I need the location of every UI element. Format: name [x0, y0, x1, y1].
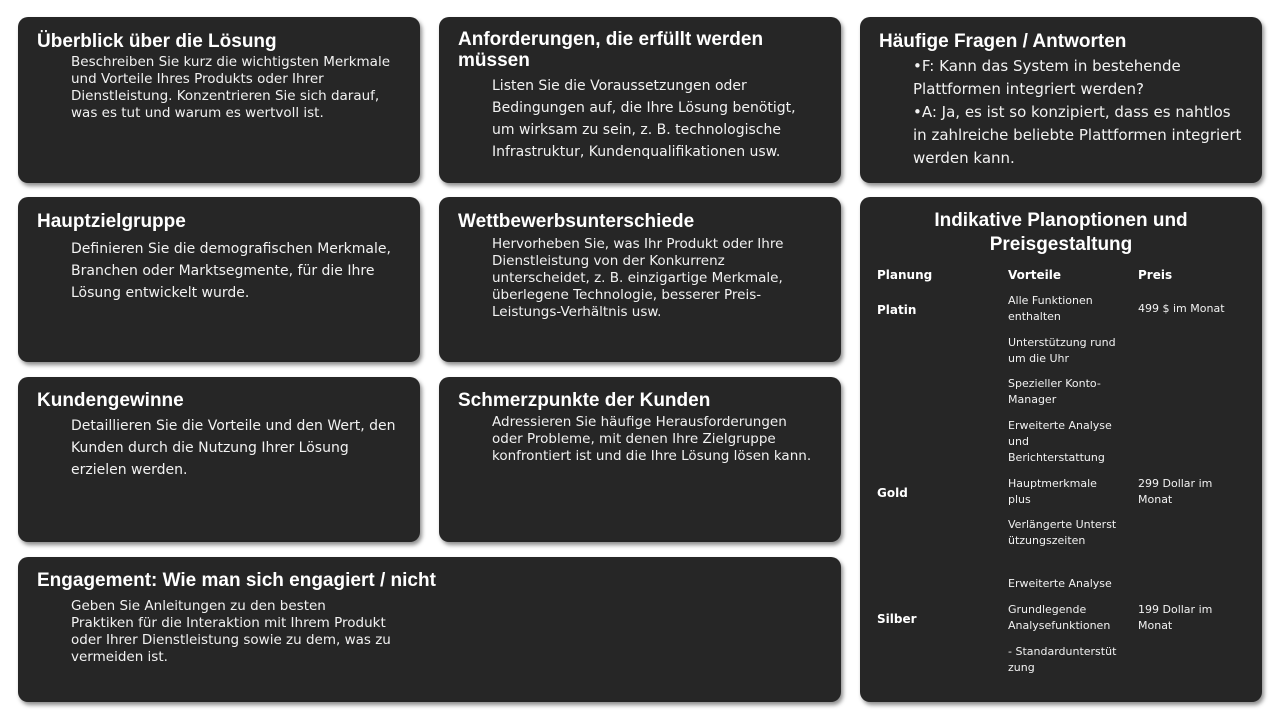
plan-benefit: Verlängerte Unterstützungszeiten	[1008, 518, 1117, 547]
plan-name-platin: Platin	[877, 303, 917, 317]
card-title: Überblick über die Lösung	[37, 31, 277, 52]
plan-benefit: Spezieller Konto-Manager	[1008, 377, 1101, 406]
card-title: Engagement: Wie man sich engagiert / nicht	[37, 570, 436, 591]
column-header-price: Preis	[1138, 268, 1173, 282]
card-body: Hervorheben Sie, was Ihr Produkt oder Ihre Dienstleistung von der Konkurrenz unterscheidet, z. B. einzigartige Merkmale, überlegene Technologie, besserer Preis-Leistungs-Verhältnis usw.	[492, 236, 784, 320]
column-header-benefits: Vorteile	[1008, 268, 1062, 282]
plan-options-title: Indikative Planoptionen und Preisgestaltung	[934, 210, 1188, 255]
card-title: Häufige Fragen / Antworten	[879, 31, 1127, 52]
card-engagement	[18, 557, 841, 702]
card-title: Hauptzielgruppe	[37, 211, 186, 232]
card-body: Detaillieren Sie die Vorteile und den Wert, den Kunden durch die Nutzung Ihrer Lösung erzielen werden.	[71, 418, 396, 478]
card-faq	[860, 17, 1262, 183]
plan-price-silber: 199 Dollar im Monat	[1138, 603, 1213, 632]
plan-benefit: Alle Funktionen enthalten	[1008, 294, 1093, 323]
card-customer-gains	[18, 377, 420, 542]
card-pain-points	[439, 377, 841, 542]
card-title: Anforderungen, die erfüllt werden müssen	[458, 29, 764, 71]
plan-name-silber: Silber	[877, 612, 917, 626]
card-solution-overview	[18, 17, 420, 183]
card-plan-options	[860, 197, 1262, 702]
card-target-audience	[18, 197, 420, 362]
plan-price-platin: 499 $ im Monat	[1138, 302, 1225, 315]
faq-question: •F: Kann das System in bestehende Plattformen integriert werden?	[913, 57, 1181, 98]
plan-benefit: - Standardunterstützung	[1008, 645, 1117, 674]
card-body: Listen Sie die Voraussetzungen oder Bedingungen auf, die Ihre Lösung benötigt, um wirksam zu sein, z. B. technologische Infrastruktur, Kundenqualifikationen usw.	[492, 78, 796, 160]
plan-benefit: Grundlegende Analysefunktionen	[1008, 603, 1111, 632]
faq-answer: •A: Ja, es ist so konzipiert, dass es nahtlos in zahlreiche beliebte Plattformen integriert werden kann.	[913, 103, 1242, 167]
card-title: Kundengewinne	[37, 390, 184, 411]
plan-benefit: Erweiterte Analyse	[1008, 577, 1112, 590]
plan-name-gold: Gold	[877, 486, 908, 500]
card-title: Wettbewerbsunterschiede	[458, 211, 695, 232]
card-body: Beschreiben Sie kurz die wichtigsten Merkmale und Vorteile Ihres Produkts oder Ihrer Dienstleistung. Konzentrieren Sie sich darauf, was es tut und warum es wertvoll ist.	[71, 54, 390, 121]
card-body: Geben Sie Anleitungen zu den besten Praktiken für die Interaktion mit Ihrem Produkt oder Ihrer Dienstleistung sowie zu dem, was zu vermeiden ist.	[71, 598, 391, 665]
card-body: Definieren Sie die demografischen Merkmale, Branchen oder Marktsegmente, für die Ihre Lösung entwickelt wurde.	[71, 241, 391, 301]
plan-price-gold: 299 Dollar im Monat	[1138, 477, 1213, 506]
card-title: Schmerzpunkte der Kunden	[458, 390, 711, 411]
card-competitive-differences	[439, 197, 841, 362]
plan-benefit: Unterstützung rund um die Uhr	[1008, 336, 1116, 365]
plan-benefit: Hauptmerkmale plus	[1008, 477, 1097, 506]
plan-benefit: Erweiterte Analyse und Berichterstattung	[1008, 419, 1112, 464]
card-requirements	[439, 17, 841, 183]
column-header-plan: Planung	[877, 268, 933, 282]
card-body: Adressieren Sie häufige Herausforderungen oder Probleme, mit denen Ihre Zielgruppe konfrontiert ist und die Ihre Lösung lösen kann.	[492, 414, 812, 464]
